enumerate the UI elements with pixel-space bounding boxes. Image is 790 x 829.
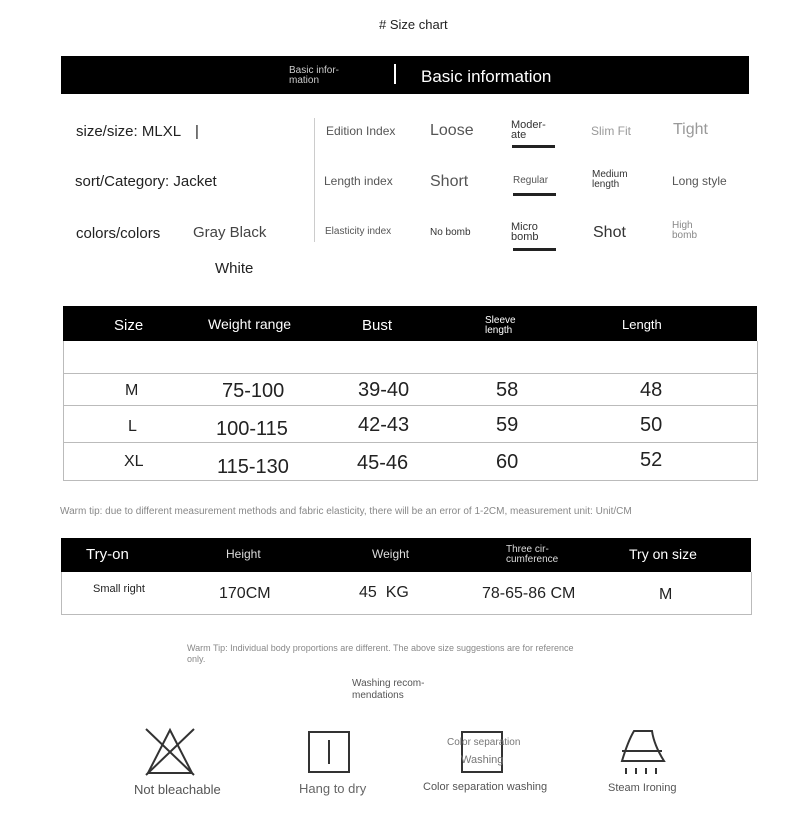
elasticity-option-high-bomb: High bomb	[672, 220, 698, 241]
tryon-row-circumference: 78-65-86 CM	[482, 585, 576, 602]
table-row-xl-length: 52	[640, 449, 663, 471]
not-bleachable-icon	[144, 727, 196, 777]
size-header-bust: Bust	[362, 317, 393, 334]
edition-index-label: Edition Index	[326, 124, 396, 138]
hang-to-dry-icon	[308, 731, 350, 773]
washing-title: Washing recom- mendations	[352, 678, 425, 701]
tryon-header-height: Height	[226, 547, 261, 561]
page-title: # Size chart	[379, 17, 448, 32]
table-row-m-length: 48	[640, 379, 663, 401]
edition-selected-underline	[512, 145, 555, 148]
table-row-l-weight: 100-115	[216, 418, 288, 440]
size-header-sleeve: Sleeve length	[485, 315, 516, 336]
elasticity-option-no-bomb: No bomb	[430, 227, 471, 238]
tryon-row-height: 170CM	[219, 585, 271, 602]
table-row-xl-sleeve: 60	[496, 451, 519, 473]
length-option-medium: Medium length	[592, 169, 628, 190]
length-option-short: Short	[430, 173, 469, 190]
edition-option-slim-fit: Slim Fit	[591, 124, 631, 138]
edition-option-moderate: Moder- ate	[511, 119, 546, 141]
hang-to-dry-label: Hang to dry	[299, 781, 367, 796]
color-value-gray-black: Gray Black	[193, 224, 267, 241]
basic-info-title: Basic information	[421, 67, 552, 86]
length-index-label: Length index	[324, 174, 393, 188]
warm-tip-measurement: Warm tip: due to different measurement methods and fabric elasticity, there will be an error of 1-2CM, measurement unit: Unit/CM	[60, 506, 632, 517]
washing-icon-text: Washing	[461, 754, 504, 766]
table-row-m-sleeve: 58	[496, 379, 519, 401]
tryon-table-body	[61, 572, 752, 615]
length-option-long-style: Long style	[672, 174, 727, 188]
tryon-table-header	[61, 538, 751, 572]
tryon-header-tryon: Try-on	[86, 546, 129, 563]
edition-option-tight: Tight	[673, 121, 708, 138]
color-value-white: White	[215, 260, 254, 277]
size-header-size: Size	[114, 317, 144, 334]
steam-ironing-icon	[620, 727, 666, 777]
table-row-m-size: M	[125, 382, 139, 399]
elasticity-option-micro-bomb: Micro bomb	[511, 221, 539, 243]
tryon-row-weight: 45 KG	[359, 584, 409, 601]
table-row-xl-size: XL	[124, 453, 144, 470]
table-row-l-sleeve: 59	[496, 414, 519, 436]
elasticity-selected-underline	[513, 248, 556, 251]
edition-option-loose: Loose	[430, 122, 474, 139]
basic-info-header	[61, 56, 749, 94]
table-row-l-bust: 42-43	[358, 414, 410, 436]
warm-tip-body-proportions: Warm Tip: Individual body proportions are different. The above size suggestions are for reference only.	[187, 643, 574, 664]
category-line: sort/Category: Jacket	[75, 173, 217, 190]
row-divider	[64, 405, 757, 406]
tryon-header-size: Try on size	[629, 546, 697, 562]
size-line: size/size: MLXL |	[76, 123, 199, 140]
basic-info-divider	[314, 118, 315, 242]
size-table-header	[63, 306, 757, 341]
length-selected-underline	[513, 193, 556, 196]
basic-info-small-label: Basic infor- mation	[289, 65, 340, 86]
row-divider	[64, 442, 757, 443]
not-bleachable-label: Not bleachable	[134, 782, 221, 797]
tryon-header-weight: Weight	[372, 547, 410, 561]
steam-ironing-label: Steam Ironing	[608, 782, 677, 794]
tryon-header-three-circumference: Three cir- cumference	[506, 544, 559, 565]
table-row-m-bust: 39-40	[358, 379, 410, 401]
color-separation-icon-text: Color separation	[447, 737, 521, 748]
length-option-regular: Regular	[513, 175, 549, 186]
size-header-weight: Weight range	[208, 316, 292, 332]
table-row-l-length: 50	[640, 414, 663, 436]
colors-label: colors/colors	[76, 225, 161, 242]
table-row-l-size: L	[128, 418, 137, 435]
elasticity-option-shot: Shot	[593, 224, 626, 241]
row-divider	[64, 373, 757, 374]
elasticity-index-label: Elasticity index	[325, 226, 392, 237]
color-separation-label: Color separation washing	[423, 781, 548, 793]
header-divider	[394, 64, 396, 84]
tryon-row-model: Small right	[93, 583, 145, 595]
table-row-xl-bust: 45-46	[357, 452, 409, 474]
table-row-m-weight: 75-100	[222, 380, 285, 402]
table-row-xl-weight: 115-130	[217, 456, 289, 478]
tryon-row-size: M	[659, 586, 673, 603]
size-header-length: Length	[622, 317, 662, 332]
